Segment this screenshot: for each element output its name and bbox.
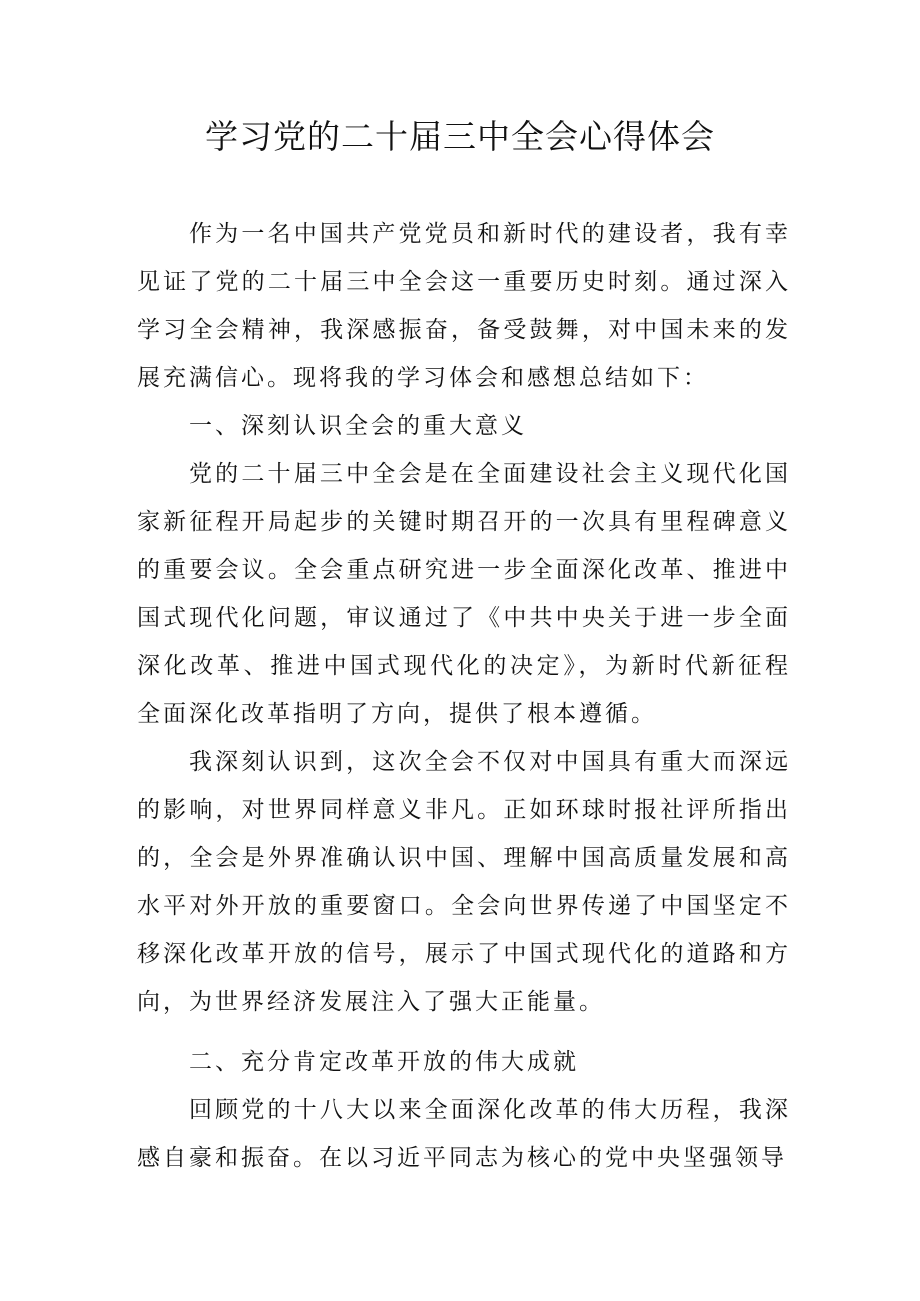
section-heading-1: 一、深刻认识全会的重大意义 xyxy=(189,413,527,439)
section-heading-2: 二、充分肯定改革开放的伟大成就 xyxy=(189,1049,579,1075)
body-paragraph-3: 回顾党的十八大以来全面深化改革的伟大历程，我深感自豪和振奋。在以习近平同志为核心的党中央坚强领导 xyxy=(137,1097,791,1171)
document-title: 学习党的二十届三中全会心得体会 xyxy=(205,117,715,156)
intro-paragraph: 作为一名中国共产党党员和新时代的建设者，我有幸见证了党的二十届三中全会这一重要历史时刻。通过深入学习全会精神，我深感振奋，备受鼓舞，对中国未来的发展充满信心。现将我的学习体会和感想总结如下： xyxy=(137,221,791,391)
body-paragraph-1: 党的二十届三中全会是在全面建设社会主义现代化国家新征程开局起步的关键时期召开的一次具有里程碑意义的重要会议。全会重点研究进一步全面深化改革、推进中国式现代化问题，审议通过了《中共中央关于进一步全面深化改革、推进中国式现代化的决定》，为新时代新征程全面深化改革指明了方向，提供了根本遵循。 xyxy=(137,461,791,727)
body-paragraph-2: 我深刻认识到，这次全会不仅对中国具有重大而深远的影响，对世界同样意义非凡。正如环球时报社评所指出的，全会是外界准确认识中国、理解中国高质量发展和高水平对外开放的重要窗口。全会向世界传递了中国坚定不移深化改革开放的信号，展示了中国式现代化的道路和方向，为世界经济发展注入了强大正能量。 xyxy=(137,749,791,1015)
document-body xyxy=(137,210,791,1182)
